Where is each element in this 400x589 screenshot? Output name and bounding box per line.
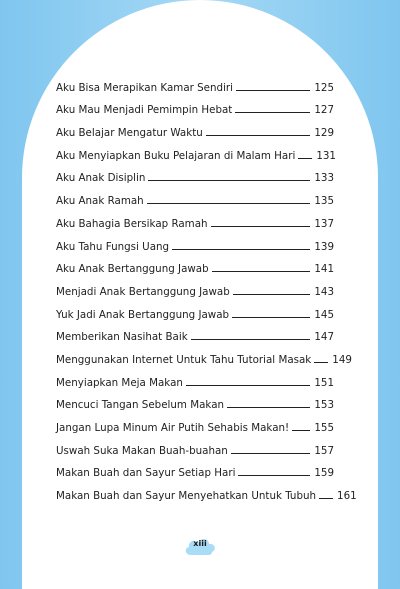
toc-entry xyxy=(56,389,334,412)
toc-entry-page: 149 xyxy=(332,353,352,366)
toc-entry-title: Menyiapkan Meja Makan xyxy=(56,376,183,389)
toc-entry-title: Menjadi Anak Bertanggung Jawab xyxy=(56,285,230,298)
toc-leader-line xyxy=(298,158,312,159)
toc-entry xyxy=(56,253,334,276)
toc-entry xyxy=(56,411,334,434)
toc-entry xyxy=(56,139,334,162)
toc-entry xyxy=(56,94,334,117)
toc-entry-page: 141 xyxy=(314,263,334,276)
toc-entry-page: 129 xyxy=(314,127,334,140)
toc-leader-line xyxy=(235,112,310,113)
toc-entry-page: 157 xyxy=(314,444,334,457)
toc-entry xyxy=(56,207,334,230)
toc-entry-title: Aku Menyiapkan Buku Pelajaran di Malam Hari xyxy=(56,149,296,162)
toc-entry-title: Aku Bahagia Bersikap Ramah xyxy=(56,217,208,230)
toc-entry-title: Jangan Lupa Minum Air Putih Sehabis Makan! xyxy=(56,422,290,434)
toc-entry-page: 159 xyxy=(314,467,334,480)
toc-entry-page: 125 xyxy=(314,81,334,94)
toc-leader-line xyxy=(172,249,310,250)
toc-entry-title: Mencuci Tangan Sebelum Makan xyxy=(56,399,225,412)
toc-entry-title: Uswah Suka Makan Buah-buahan xyxy=(56,444,228,457)
toc-entry-title: Makan Buah dan Sayur Menyehatkan Untuk Tubuh xyxy=(56,490,317,503)
toc-leader-line xyxy=(233,294,311,295)
toc-leader-line xyxy=(238,475,310,476)
toc-entry xyxy=(56,434,334,457)
toc-leader-line xyxy=(212,271,311,272)
table-of-contents xyxy=(56,71,357,503)
toc-entry xyxy=(56,343,352,366)
toc-entry-page: 127 xyxy=(314,104,334,117)
toc-entry xyxy=(56,479,357,503)
toc-leader-line xyxy=(231,453,311,454)
toc-entry-title: Menggunakan Internet Untuk Tahu Tutorial Masak xyxy=(56,353,312,366)
toc-entry xyxy=(56,230,334,253)
toc-leader-line xyxy=(148,180,310,181)
toc-entry-page: 135 xyxy=(314,195,334,208)
toc-entry xyxy=(56,321,334,344)
toc-entry-title: Aku Tahu Fungsi Uang xyxy=(56,240,170,253)
toc-entry-page: 153 xyxy=(314,399,334,412)
toc-entry-page: 145 xyxy=(314,308,334,321)
toc-entry-page: 137 xyxy=(314,217,334,230)
toc-entry xyxy=(56,366,334,389)
toc-entry xyxy=(56,298,334,321)
toc-entry-title: Aku Anak Disiplin xyxy=(56,172,146,185)
toc-leader-line xyxy=(186,385,310,386)
toc-entry xyxy=(56,116,334,139)
toc-leader-line xyxy=(292,430,310,431)
toc-leader-line xyxy=(211,226,311,227)
toc-leader-line xyxy=(236,90,310,91)
toc-entry-page: 139 xyxy=(314,240,334,253)
toc-entry-title: Aku Mau Menjadi Pemimpin Hebat xyxy=(56,104,233,117)
toc-entry-page: 147 xyxy=(314,331,334,344)
toc-leader-line xyxy=(319,498,333,499)
toc-leader-line xyxy=(232,317,310,318)
toc-entry-page: 131 xyxy=(316,149,336,162)
toc-entry-page: 155 xyxy=(314,422,334,434)
toc-entry-page: 151 xyxy=(314,376,334,389)
page-number: xiii xyxy=(193,539,207,548)
toc-leader-line xyxy=(227,407,310,408)
toc-entry-page: 143 xyxy=(314,285,334,298)
toc-entry-title: Yuk Jadi Anak Bertanggung Jawab xyxy=(56,308,230,321)
toc-entry-title: Aku Anak Bertanggung Jawab xyxy=(56,263,209,276)
toc-entry-title: Aku Bisa Merapikan Kamar Sendiri xyxy=(56,81,234,94)
toc-entry xyxy=(56,275,334,298)
toc-entry xyxy=(56,162,334,185)
toc-entry xyxy=(56,184,334,207)
toc-entry xyxy=(56,457,334,480)
toc-entry-title: Memberikan Nasihat Baik xyxy=(56,331,188,344)
toc-entry-title: Aku Anak Ramah xyxy=(56,195,144,208)
toc-leader-line xyxy=(314,362,328,363)
toc-leader-line xyxy=(147,203,311,204)
page-number-badge xyxy=(183,535,217,557)
toc-entry xyxy=(56,71,334,94)
toc-leader-line xyxy=(191,339,311,340)
toc-entry-page: 133 xyxy=(314,172,334,185)
toc-entry-page: 161 xyxy=(337,490,357,503)
toc-entry-title: Aku Belajar Mengatur Waktu xyxy=(56,127,203,140)
toc-leader-line xyxy=(206,135,311,136)
toc-entry-title: Makan Buah dan Sayur Setiap Hari xyxy=(56,467,236,480)
